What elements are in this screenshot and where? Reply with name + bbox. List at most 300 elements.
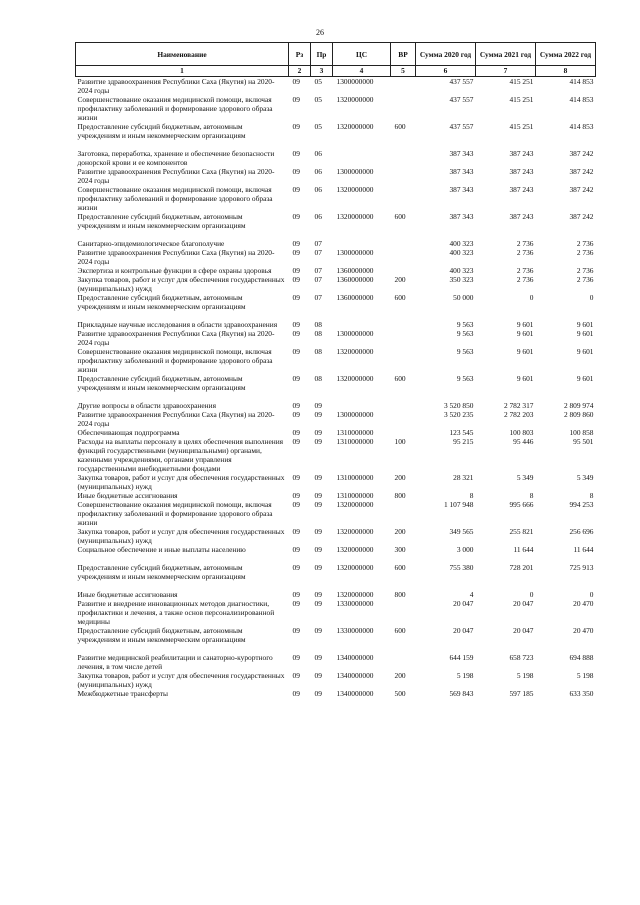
row-sum-2021: 0 xyxy=(529,590,534,599)
row-vr xyxy=(391,77,416,96)
row-sum-2022: 2 736 xyxy=(576,239,594,248)
row-sum-2022: 5 198 xyxy=(576,671,594,680)
row-vr: 500 xyxy=(394,689,406,698)
table-row xyxy=(76,599,596,626)
row-vr xyxy=(391,239,416,248)
row-sum-2022: 2 736 xyxy=(576,275,594,284)
row-sum-2020: 20 047 xyxy=(453,626,474,635)
row-pr: 09 xyxy=(314,473,322,482)
row-sum-2021: 9 601 xyxy=(516,374,534,383)
row-vr xyxy=(391,248,416,266)
row-sum-2020: 95 215 xyxy=(453,437,474,446)
row-vr: 300 xyxy=(394,545,406,554)
row-name: Закупка товаров, работ и услуг для обеспечения государственных (муниципальных) нужд xyxy=(77,527,285,545)
row-sum-2021: 2 736 xyxy=(516,239,534,248)
header-sum-2020: Сумма 2020 год xyxy=(416,43,476,66)
row-cs: 1310000000 xyxy=(336,428,374,437)
row-sum-2021: 5 349 xyxy=(516,473,534,482)
row-sum-2020: 3 520 235 xyxy=(443,410,474,419)
row-sum-2022: 725 913 xyxy=(569,563,594,572)
header-index-4: 4 xyxy=(333,66,391,77)
table-row xyxy=(76,410,596,428)
row-cs: 1330000000 xyxy=(336,626,374,635)
row-pr: 06 xyxy=(314,212,322,221)
row-sum-2021: 658 723 xyxy=(509,653,534,662)
row-name: Предоставление субсидий бюджетным, автономным учреждениям и иным некоммерческим организациям xyxy=(77,626,246,644)
table-row xyxy=(76,374,596,392)
row-cs xyxy=(333,149,391,167)
row-cs: 1320000000 xyxy=(336,122,374,131)
row-sum-2020: 387 343 xyxy=(449,185,474,194)
row-cs: 1300000000 xyxy=(336,77,374,86)
row-sum-2020: 9 563 xyxy=(456,347,474,356)
spacer-cell xyxy=(76,554,596,563)
row-cs: 1320000000 xyxy=(336,185,374,194)
table-row xyxy=(76,275,596,293)
row-name: Иные бюджетные ассигнования xyxy=(77,491,178,500)
table-row xyxy=(76,473,596,491)
row-pr: 07 xyxy=(314,293,322,302)
row-sum-2020: 5 198 xyxy=(456,671,474,680)
spacer-cell xyxy=(76,392,596,401)
row-pr: 09 xyxy=(314,410,322,419)
row-rz: 09 xyxy=(292,329,300,338)
row-pr: 09 xyxy=(314,653,322,662)
row-sum-2020: 28 321 xyxy=(453,473,474,482)
row-sum-2021: 9 601 xyxy=(516,329,534,338)
row-vr: 600 xyxy=(394,626,406,635)
spacer-row xyxy=(76,311,596,320)
row-sum-2022: 5 349 xyxy=(576,473,594,482)
row-pr: 09 xyxy=(314,428,322,437)
row-sum-2020: 8 xyxy=(469,491,474,500)
row-sum-2021: 415 251 xyxy=(509,122,534,131)
row-pr: 06 xyxy=(314,167,322,176)
row-pr: 09 xyxy=(314,545,322,554)
row-name: Закупка товаров, работ и услуг для обеспечения государственных (муниципальных) нужд xyxy=(77,671,285,689)
row-name: Закупка товаров, работ и услуг для обеспечения государственных (муниципальных) нужд xyxy=(77,275,285,293)
row-sum-2020: 9 563 xyxy=(456,320,474,329)
spacer-row xyxy=(76,230,596,239)
table-row xyxy=(76,212,596,230)
row-sum-2021: 9 601 xyxy=(516,320,534,329)
row-sum-2020: 20 047 xyxy=(453,599,474,608)
row-sum-2021: 728 201 xyxy=(509,563,534,572)
table-row xyxy=(76,149,596,167)
row-cs: 1320000000 xyxy=(336,212,374,221)
spacer-row xyxy=(76,554,596,563)
row-name: Межбюджетные трансферты xyxy=(77,689,168,698)
row-sum-2021: 387 243 xyxy=(509,167,534,176)
row-rz: 09 xyxy=(292,185,300,194)
row-vr: 600 xyxy=(394,122,406,131)
row-sum-2021: 100 803 xyxy=(509,428,534,437)
row-name: Другие вопросы в области здравоохранения xyxy=(77,401,216,410)
row-vr: 200 xyxy=(394,473,406,482)
row-sum-2020: 350 323 xyxy=(449,275,474,284)
row-vr: 100 xyxy=(394,437,406,446)
header-index-6: 6 xyxy=(416,66,476,77)
row-sum-2021: 8 xyxy=(529,491,534,500)
row-cs: 1340000000 xyxy=(336,689,374,698)
row-name: Развитие здравоохранения Республики Саха (Якутия) на 2020-2024 годы xyxy=(77,77,275,95)
table-row xyxy=(76,653,596,671)
table-row xyxy=(76,626,596,644)
row-sum-2022: 9 601 xyxy=(576,320,594,329)
row-name: Развитие здравоохранения Республики Саха (Якутия) на 2020-2024 годы xyxy=(77,329,275,347)
table-row xyxy=(76,491,596,500)
row-vr xyxy=(391,149,416,167)
row-sum-2020: 50 000 xyxy=(453,293,474,302)
row-pr: 05 xyxy=(314,95,322,104)
spacer-row xyxy=(76,140,596,149)
row-name: Совершенствование оказания медицинской помощи, включая профилактику заболеваний и формирование здорового образа жизни xyxy=(77,95,273,122)
row-sum-2022: 9 601 xyxy=(576,374,594,383)
row-sum-2020: 4 xyxy=(469,590,474,599)
row-rz: 09 xyxy=(292,599,300,608)
table-row xyxy=(76,239,596,248)
table-row xyxy=(76,671,596,689)
row-cs: 1330000000 xyxy=(336,599,374,608)
row-sum-2022: 0 xyxy=(589,590,594,599)
row-sum-2020: 123 545 xyxy=(449,428,474,437)
row-sum-2020: 387 343 xyxy=(449,149,474,158)
row-pr: 07 xyxy=(314,239,322,248)
spacer-row xyxy=(76,581,596,590)
row-sum-2021: 2 736 xyxy=(516,266,534,275)
row-rz: 09 xyxy=(292,626,300,635)
row-sum-2021: 597 185 xyxy=(509,689,534,698)
row-cs: 1310000000 xyxy=(336,491,374,500)
spacer-cell xyxy=(76,581,596,590)
row-sum-2020: 9 563 xyxy=(456,329,474,338)
row-vr xyxy=(391,401,416,410)
header-sum-2022: Сумма 2022 год xyxy=(536,43,596,66)
row-sum-2020: 644 159 xyxy=(449,653,474,662)
row-sum-2022: 11 644 xyxy=(573,545,594,554)
row-sum-2022: 414 853 xyxy=(569,95,594,104)
row-cs: 1300000000 xyxy=(336,410,374,419)
row-sum-2021: 5 198 xyxy=(516,671,534,680)
spacer-row xyxy=(76,644,596,653)
budget-table xyxy=(75,42,596,698)
row-sum-2021: 11 644 xyxy=(513,545,534,554)
row-pr: 09 xyxy=(314,599,322,608)
row-pr: 09 xyxy=(314,500,322,509)
header-sum-2021: Сумма 2021 год xyxy=(476,43,536,66)
table-row xyxy=(76,185,596,212)
row-sum-2020: 437 557 xyxy=(449,122,474,131)
row-sum-2021: 415 251 xyxy=(509,95,534,104)
row-sum-2020: 387 343 xyxy=(449,167,474,176)
row-cs: 1300000000 xyxy=(336,329,374,338)
row-cs xyxy=(333,239,391,248)
row-name: Обеспечивающая подпрограмма xyxy=(77,428,180,437)
row-vr xyxy=(391,653,416,671)
table-row xyxy=(76,563,596,581)
row-sum-2022: 387 242 xyxy=(569,167,594,176)
row-rz: 09 xyxy=(292,500,300,509)
table-row xyxy=(76,95,596,122)
row-rz: 09 xyxy=(292,491,300,500)
row-sum-2022: 414 853 xyxy=(569,77,594,86)
row-rz: 09 xyxy=(292,275,300,284)
table-row xyxy=(76,248,596,266)
row-sum-2022: 994 253 xyxy=(569,500,594,509)
row-sum-2020: 400 323 xyxy=(449,239,474,248)
table-row xyxy=(76,401,596,410)
row-vr: 600 xyxy=(394,212,406,221)
row-cs: 1310000000 xyxy=(336,473,374,482)
row-pr: 09 xyxy=(314,590,322,599)
row-vr xyxy=(391,95,416,122)
row-sum-2021: 20 047 xyxy=(513,599,534,608)
row-sum-2022: 2 809 974 xyxy=(563,401,594,410)
row-vr xyxy=(391,347,416,374)
row-sum-2021: 387 243 xyxy=(509,185,534,194)
row-pr: 09 xyxy=(314,491,322,500)
row-cs: 1360000000 xyxy=(336,266,374,275)
header-index-8: 8 xyxy=(536,66,596,77)
row-sum-2020: 1 107 948 xyxy=(443,500,474,509)
table-row xyxy=(76,293,596,311)
row-name: Развитие здравоохранения Республики Саха (Якутия) на 2020-2024 годы xyxy=(77,248,275,266)
row-vr: 800 xyxy=(394,491,406,500)
row-pr: 07 xyxy=(314,248,322,257)
row-name: Экспертиза и контрольные функции в сфере охраны здоровья xyxy=(77,266,272,275)
row-rz: 09 xyxy=(292,122,300,131)
row-sum-2021: 255 821 xyxy=(509,527,534,536)
row-rz: 09 xyxy=(292,473,300,482)
row-sum-2021: 2 736 xyxy=(516,275,534,284)
row-rz: 09 xyxy=(292,545,300,554)
row-cs: 1320000000 xyxy=(336,545,374,554)
header-cs: ЦС xyxy=(333,43,391,66)
row-vr: 200 xyxy=(394,527,406,536)
row-cs: 1340000000 xyxy=(336,671,374,680)
row-sum-2021: 9 601 xyxy=(516,347,534,356)
row-pr: 09 xyxy=(314,527,322,536)
row-rz: 09 xyxy=(292,320,300,329)
row-rz: 09 xyxy=(292,374,300,383)
row-rz: 09 xyxy=(292,563,300,572)
row-vr xyxy=(391,599,416,626)
row-name: Предоставление субсидий бюджетным, автономным учреждениям и иным некоммерческим организациям xyxy=(77,374,246,392)
row-pr: 09 xyxy=(314,626,322,635)
header-index-3: 3 xyxy=(311,66,333,77)
row-cs: 1340000000 xyxy=(336,653,374,662)
row-name: Санитарно-эпидемиологическое благополучие xyxy=(77,239,225,248)
row-name: Развитие и внедрение инновационных методов диагностики, профилактики и лечения, а также основ персонализированной медицины xyxy=(77,599,275,626)
row-vr xyxy=(391,410,416,428)
row-sum-2021: 2 782 203 xyxy=(503,410,534,419)
table-row xyxy=(76,689,596,698)
header-name: Наименование xyxy=(76,43,289,66)
header-vr: ВР xyxy=(391,43,416,66)
row-name: Совершенствование оказания медицинской помощи, включая профилактику заболеваний и формирование здорового образа жизни xyxy=(77,500,273,527)
row-vr: 200 xyxy=(394,671,406,680)
row-sum-2021: 2 782 317 xyxy=(503,401,534,410)
row-rz: 09 xyxy=(292,410,300,419)
row-sum-2020: 400 323 xyxy=(449,266,474,275)
row-sum-2020: 569 843 xyxy=(449,689,474,698)
row-sum-2021: 2 736 xyxy=(516,248,534,257)
row-pr: 09 xyxy=(314,401,322,410)
spacer-row xyxy=(76,392,596,401)
row-pr: 07 xyxy=(314,275,322,284)
row-cs: 1320000000 xyxy=(336,527,374,536)
row-cs: 1320000000 xyxy=(336,563,374,572)
row-name: Развитие здравоохранения Республики Саха (Якутия) на 2020-2024 годы xyxy=(77,167,275,185)
row-cs: 1310000000 xyxy=(336,437,374,446)
row-sum-2022: 387 242 xyxy=(569,212,594,221)
row-sum-2021: 415 251 xyxy=(509,77,534,86)
table-row xyxy=(76,266,596,275)
row-sum-2020: 9 563 xyxy=(456,374,474,383)
row-pr: 06 xyxy=(314,185,322,194)
row-sum-2022: 20 470 xyxy=(573,599,594,608)
row-cs: 1320000000 xyxy=(336,590,374,599)
table-row xyxy=(76,500,596,527)
row-sum-2022: 95 501 xyxy=(573,437,594,446)
row-rz: 09 xyxy=(292,248,300,257)
row-name: Совершенствование оказания медицинской помощи, включая профилактику заболеваний и формирование здорового образа жизни xyxy=(77,185,273,212)
row-name: Предоставление субсидий бюджетным, автономным учреждениям и иным некоммерческим организациям xyxy=(77,122,246,140)
row-name: Социальное обеспечение и иные выплаты населению xyxy=(77,545,246,554)
row-vr: 800 xyxy=(394,590,406,599)
table-row xyxy=(76,437,596,473)
row-sum-2020: 387 343 xyxy=(449,212,474,221)
row-rz: 09 xyxy=(292,671,300,680)
row-rz: 09 xyxy=(292,239,300,248)
row-name: Совершенствование оказания медицинской помощи, включая профилактику заболеваний и формирование здорового образа жизни xyxy=(77,347,273,374)
row-vr: 600 xyxy=(394,293,406,302)
row-sum-2022: 9 601 xyxy=(576,329,594,338)
row-sum-2021: 0 xyxy=(529,293,534,302)
table-header xyxy=(76,43,596,77)
row-pr: 09 xyxy=(314,563,322,572)
table-row xyxy=(76,590,596,599)
row-name: Предоставление субсидий бюджетным, автономным учреждениям и иным некоммерческим организациям xyxy=(77,212,246,230)
row-sum-2021: 20 047 xyxy=(513,626,534,635)
row-sum-2022: 9 601 xyxy=(576,347,594,356)
row-rz: 09 xyxy=(292,95,300,104)
row-sum-2020: 3 520 850 xyxy=(443,401,474,410)
row-sum-2020: 3 000 xyxy=(456,545,474,554)
row-sum-2022: 414 853 xyxy=(569,122,594,131)
header-pr: Пр xyxy=(311,43,333,66)
row-cs: 1320000000 xyxy=(336,347,374,356)
row-vr xyxy=(391,320,416,329)
row-sum-2022: 2 736 xyxy=(576,266,594,275)
page-number: 26 xyxy=(316,28,324,37)
row-rz: 09 xyxy=(292,167,300,176)
row-pr: 08 xyxy=(314,329,322,338)
table-row xyxy=(76,320,596,329)
row-sum-2020: 437 557 xyxy=(449,77,474,86)
row-vr xyxy=(391,167,416,185)
row-cs: 1320000000 xyxy=(336,500,374,509)
row-cs: 1300000000 xyxy=(336,167,374,176)
row-rz: 09 xyxy=(292,401,300,410)
table-row xyxy=(76,167,596,185)
row-sum-2022: 20 470 xyxy=(573,626,594,635)
table-row xyxy=(76,428,596,437)
row-pr: 08 xyxy=(314,320,322,329)
row-pr: 08 xyxy=(314,374,322,383)
row-cs: 1320000000 xyxy=(336,95,374,104)
row-cs xyxy=(333,320,391,329)
row-pr: 08 xyxy=(314,347,322,356)
row-rz: 09 xyxy=(292,347,300,356)
row-sum-2022: 387 242 xyxy=(569,149,594,158)
row-sum-2022: 0 xyxy=(589,293,594,302)
row-pr: 07 xyxy=(314,266,322,275)
row-name: Развитие здравоохранения Республики Саха (Якутия) на 2020-2024 годы xyxy=(77,410,275,428)
row-pr: 05 xyxy=(314,122,322,131)
table-row xyxy=(76,527,596,545)
row-pr: 06 xyxy=(314,149,322,158)
row-cs: 1320000000 xyxy=(336,374,374,383)
row-sum-2022: 2 736 xyxy=(576,248,594,257)
row-sum-2022: 2 809 860 xyxy=(563,410,594,419)
row-pr: 05 xyxy=(314,77,322,86)
row-name: Иные бюджетные ассигнования xyxy=(77,590,178,599)
row-sum-2021: 387 243 xyxy=(509,149,534,158)
row-name: Заготовка, переработка, хранение и обеспечение безопасности донорской крови и ее компонентов xyxy=(77,149,275,167)
row-sum-2022: 256 696 xyxy=(569,527,594,536)
table-row xyxy=(76,77,596,96)
row-vr xyxy=(391,185,416,212)
row-sum-2022: 387 242 xyxy=(569,185,594,194)
table-body xyxy=(76,77,596,699)
spacer-cell xyxy=(76,311,596,320)
row-vr xyxy=(391,500,416,527)
row-name: Развитие медицинской реабилитации и санаторно-курортного лечения, в том числе детей xyxy=(77,653,273,671)
header-rz: Рз xyxy=(289,43,311,66)
row-cs: 1360000000 xyxy=(336,293,374,302)
row-rz: 09 xyxy=(292,266,300,275)
row-name: Прикладные научные исследования в области здравоохранения xyxy=(77,320,278,329)
spacer-cell xyxy=(76,140,596,149)
row-sum-2020: 755 380 xyxy=(449,563,474,572)
row-sum-2020: 400 323 xyxy=(449,248,474,257)
row-cs: 1360000000 xyxy=(336,275,374,284)
row-vr xyxy=(391,266,416,275)
row-sum-2020: 437 557 xyxy=(449,95,474,104)
row-pr: 09 xyxy=(314,689,322,698)
row-sum-2022: 694 888 xyxy=(569,653,594,662)
row-sum-2021: 995 666 xyxy=(509,500,534,509)
row-rz: 09 xyxy=(292,437,300,446)
row-rz: 09 xyxy=(292,293,300,302)
row-pr: 09 xyxy=(314,671,322,680)
header-index-5: 5 xyxy=(391,66,416,77)
table-row xyxy=(76,347,596,374)
row-rz: 09 xyxy=(292,527,300,536)
row-sum-2021: 387 243 xyxy=(509,212,534,221)
row-name: Расходы на выплаты персоналу в целях обеспечения выполнения функций государственными (муниципальными) органами, казенными учреждениями, органами управления государственными внебюджетными фондами xyxy=(77,437,284,473)
row-rz: 09 xyxy=(292,149,300,158)
row-name: Предоставление субсидий бюджетным, автономным учреждениям и иным некоммерческим организациям xyxy=(77,293,246,311)
row-sum-2022: 633 350 xyxy=(569,689,594,698)
row-pr: 09 xyxy=(314,437,322,446)
header-index-7: 7 xyxy=(476,66,536,77)
row-cs: 1300000000 xyxy=(336,248,374,257)
row-vr xyxy=(391,428,416,437)
row-sum-2022: 8 xyxy=(589,491,594,500)
row-rz: 09 xyxy=(292,653,300,662)
